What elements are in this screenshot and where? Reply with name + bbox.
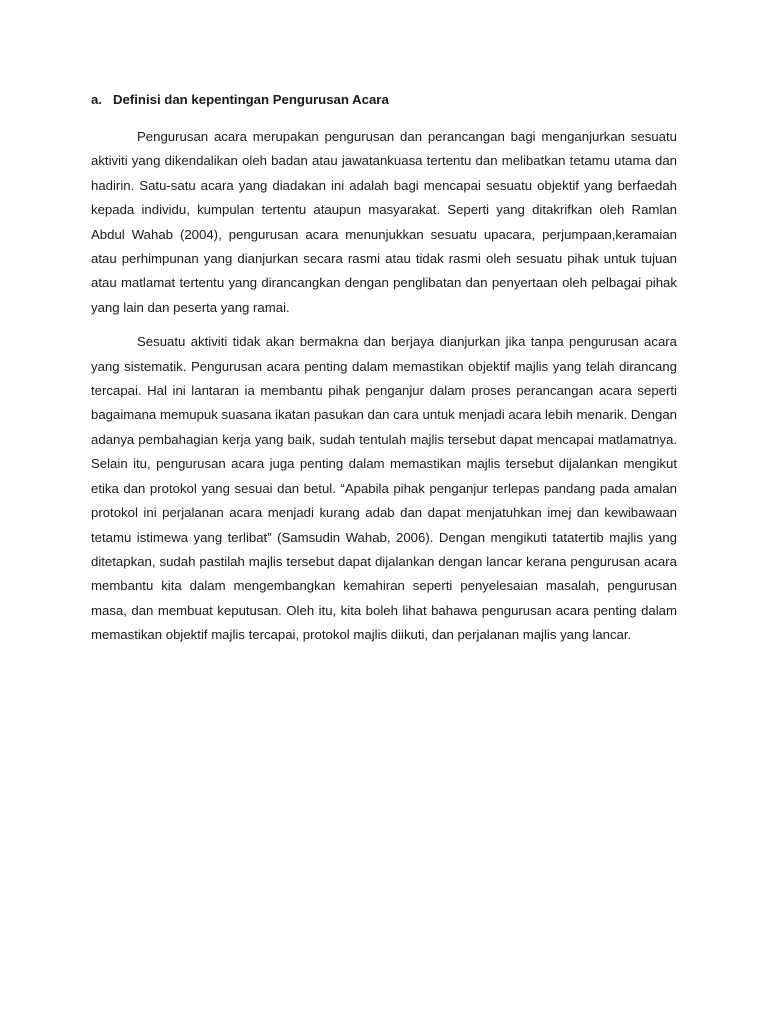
- paragraph-1: Pengurusan acara merupakan pengurusan dan perancangan bagi menganjurkan sesuatu aktiviti yang dikendalikan oleh badan atau jawatankuasa tertentu dan melibatkan tetamu utama dan hadirin. Satu-satu acara yang diadakan ini adalah bagi mencapai sesuatu objektif yang berfaedah kepada individu, kumpulan tertentu ataupun masyarakat. Seperti yang ditakrifkan oleh Ramlan Abdul Wahab (2004), pengurusan acara menunjukkan sesuatu upacara, perjumpaan,keramaian atau perhimpunan yang dianjurkan secara rasmi atau tidak rasmi oleh sesuatu pihak untuk tujuan atau matlamat tertentu yang dirancangkan dengan penglibatan dan penyertaan oleh pelbagai pihak yang lain dan peserta yang ramai.: [91, 129, 677, 315]
- section-heading: [91, 88, 677, 112]
- document-body: [91, 88, 677, 658]
- paragraph-2: Sesuatu aktiviti tidak akan bermakna dan berjaya dianjurkan jika tanpa pengurusan acara yang sistematik. Pengurusan acara penting dalam memastikan objektif majlis yang telah dirancang tercapai. Hal ini lantaran ia membantu pihak penganjur dalam proses perancangan acara seperti bagaimana memupuk suasana ikatan pasukan dan cara untuk menjadi acara lebih menarik. Dengan adanya pembahagian kerja yang baik, sudah tentulah majlis tersebut dapat mencapai matlamatnya. Selain itu, pengurusan acara juga penting dalam memastikan majlis tersebut dijalankan mengikut etika dan protokol yang sesuai dan betul. “Apabila pihak penganjur terlepas pandang pada amalan protokol ini perjalanan acara menjadi kurang adab dan dapat menjatuhkan imej dan kewibawaan tetamu istimewa yang terlibat” (Samsudin Wahab, 2006). Dengan mengikuti tatatertib majlis yang ditetapkan, sudah pastilah majlis tersebut dapat dijalankan dengan lancar kerana pengurusan acara membantu kita dalam mengembangkan kemahiran seperti penyelesaian masalah, pengurusan masa, dan membuat keputusan. Oleh itu, kita boleh lihat bahawa pengurusan acara penting dalam memastikan objektif majlis tercapai, protokol majlis diikuti, dan perjalanan majlis yang lancar.: [91, 334, 677, 643]
- section-marker: a.: [91, 92, 102, 107]
- section-title: Definisi dan kepentingan Pengurusan Acara: [113, 92, 389, 107]
